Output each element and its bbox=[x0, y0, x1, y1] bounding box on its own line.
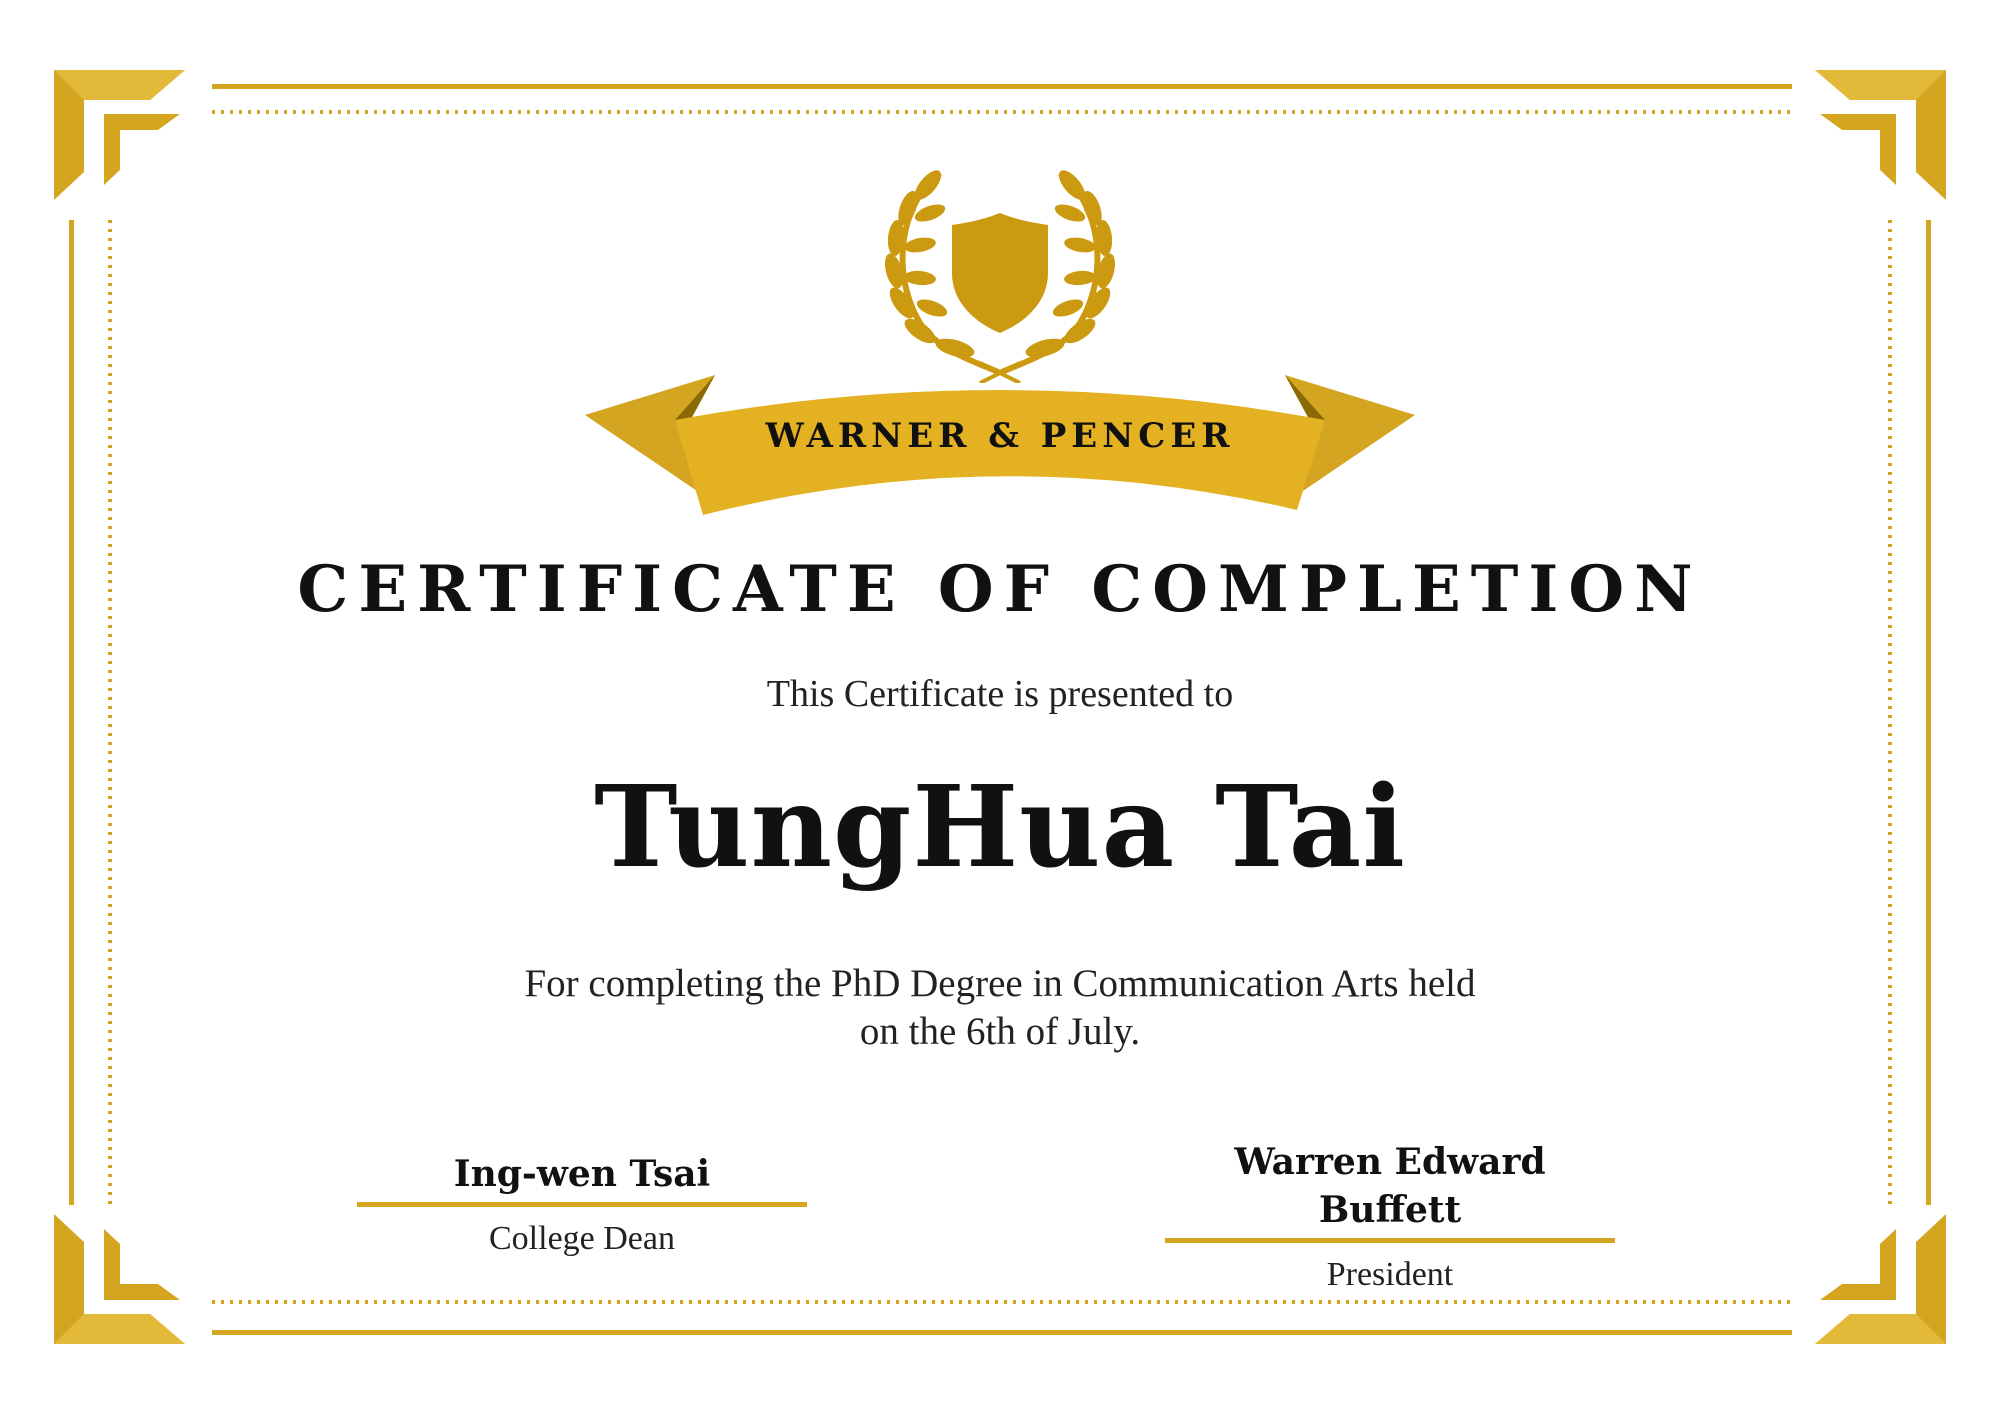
recipient-name: TungHua Tai bbox=[594, 762, 1406, 893]
certificate-title: CERTIFICATE OF COMPLETION bbox=[297, 552, 1703, 627]
corner-ornament-top-left bbox=[54, 70, 185, 200]
corner-ornament-top-right bbox=[1815, 70, 1946, 200]
certificate-description bbox=[400, 960, 1600, 1056]
signature-line-right bbox=[1165, 1238, 1615, 1243]
signatory-role-left: College Dean bbox=[489, 1220, 675, 1257]
organization-name: WARNER & PENCER bbox=[765, 416, 1235, 456]
description-line-1: For completing the PhD Degree in Communication Arts held bbox=[524, 962, 1476, 1005]
corner-ornament-bottom-right bbox=[1815, 1214, 1946, 1344]
signature-line-left bbox=[357, 1202, 807, 1207]
signature-block-right bbox=[1165, 1138, 1615, 1297]
presented-to-text: This Certificate is presented to bbox=[766, 673, 1234, 715]
description-line-2: on the 6th of July. bbox=[859, 1010, 1141, 1053]
signatory-name-left: Ing-wen Tsai bbox=[453, 1153, 711, 1195]
laurel-shield-icon bbox=[880, 163, 1120, 383]
signatory-name-right: Warren Edward Buffett bbox=[1234, 1141, 1546, 1231]
signatory-role-right: President bbox=[1326, 1256, 1454, 1293]
corner-ornament-bottom-left bbox=[54, 1214, 185, 1344]
signature-block-left bbox=[357, 1150, 807, 1261]
